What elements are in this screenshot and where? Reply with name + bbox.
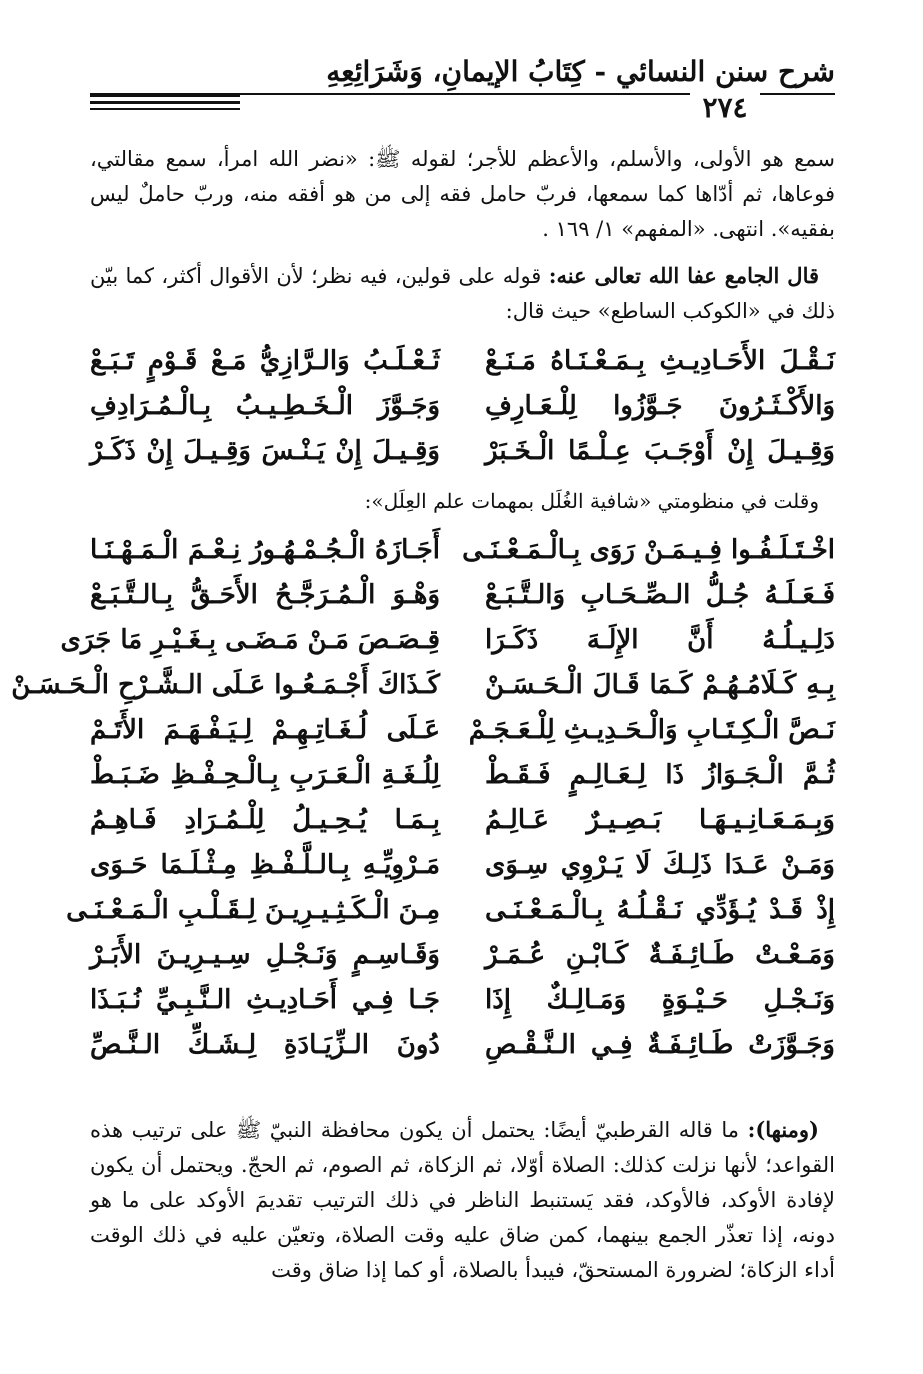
verse-second-hemistich: وَقِـيـلَ إِنْ يَـنْـسَ وَقِـيـلَ إِنْ ذَكَـرْ	[90, 435, 440, 466]
verse-line	[90, 383, 835, 428]
verse-second-hemistich: مَـرْوِيِّـهِ بِـالـلَّـفْـظِ مِـثْـلَـمَا حَـوَى	[90, 849, 440, 880]
verse-line	[60, 617, 835, 662]
verse-line	[90, 932, 835, 977]
verse-second-hemistich: عَـلَى لُـغَـاتِـهِـمْ لِـيَـفْـهَـمَ الأَتَـمْ	[90, 714, 440, 745]
verse-line	[90, 572, 835, 617]
paragraph-poem-intro	[90, 484, 835, 519]
verse-line	[90, 1022, 835, 1067]
paragraph-hadith-quote	[90, 142, 835, 247]
verse-first-hemistich: وَمَـعْـتْ طَـائِـفَـةٌ كَـابْـنِ عُـمَـرْ	[485, 939, 835, 970]
verse-line	[90, 338, 835, 383]
verse-second-hemistich: وَجَـوَّزَ الْـخَـطِـيـبُ بِـالْـمُـرَادِفِ	[90, 390, 440, 421]
paragraph-compiler-note	[90, 258, 835, 329]
verse-first-hemistich: وَالأَكْـثَـرُونَ جَـوَّزُوا لِلْـعَـارِفِ	[485, 390, 835, 421]
qurtubi-note-text: ما قاله القرطبيّ أيضًا: يحتمل أن يكون محافظة النبيّ ﷺ على ترتيب هذه القواعد؛ لأنها نزلت كذلك: الصلاة أوّلا، ثم الزكاة، ثم الصوم، ثم الحجّ. ويحتمل أن يكون لإفادة الأوكد، فالأوكد، فقد يَستنبط الناظر في ذلك الترتيب تقديمَ الأوكد على ما هو دونه، إذا تعذّر الجمع بينهما، كمن ضاق عليه وقت الصلاة، وتعيّن عليه في ذلك الوقت أداء الزكاة؛ لضرورة المستحقّ، فيبدأ بالصلاة، أو كما إذا ضاق وقت	[90, 1118, 835, 1282]
verse-first-hemistich: ثُـمَّ الْـجَـوَازُ ذَا لِـعَـالِـمٍ فَـقَـطْ	[485, 759, 835, 790]
paragraph-text: وقلت في منظومتي «شافية الغُلَل بمهمات علم العِلَل»:	[364, 489, 819, 513]
verse-line	[90, 842, 835, 887]
verse-first-hemistich: فَـعَـلَـهُ جُـلُّ الـصِّـحَـابِ وَالـتَّـبَـعْ	[485, 579, 835, 610]
verse-first-hemistich: وَمَـنْ عَـدَا ذَلِـكَ لَا يَـرْوِي سِـوَى	[485, 849, 835, 880]
verse-second-hemistich: لِلُـغَـةِ الْـعَـرَبِ بِـالْـحِـفْـظِ ضَـبَـطْ	[90, 759, 440, 790]
verse-second-hemistich: وَهْـوَ الْـمُـرَجَّـحُ الأَحَـقُّ بِـالـتَّـبَـعْ	[90, 579, 440, 610]
verse-first-hemistich: وَقِـيـلَ إِنْ أَوْجَـبَ عِـلْـمًا الْـخَـبَرْ	[485, 435, 835, 466]
verse-first-hemistich: وَبِـمَـعَـانِـيـهَـا بَـصِـيـرٌ عَـالِـمُ	[485, 804, 835, 835]
verse-line	[90, 752, 835, 797]
verse-line	[11, 662, 835, 707]
verse-line	[90, 797, 835, 842]
verse-first-hemistich: دَلِـيـلُـهُ أَنَّ الإِلَـهَ ذَكَـرَا	[485, 624, 835, 655]
verse-second-hemistich: مِـنَ الْـكَـثِـيـرِيـنَ لِـقَـلْـبِ الْـمَـعْـنَـى	[66, 894, 440, 925]
verse-second-hemistich: وَقَـاسِـمٍ وَنَـجْـلِ سِـيـرِيـنَ الأَبَـرْ	[90, 939, 440, 970]
verse-second-hemistich: ثَـعْـلَـبُ وَالـرَّازِيُّ مَـعْ قَـوْمٍ تَـبَـعْ	[90, 345, 440, 376]
paragraph-qurtubi-note	[90, 1112, 835, 1288]
verse-second-hemistich: أَجَـازَهُ الْـجُـمْـهُـورُ نِـعْـمَ الْـمَـهْـنَـا	[90, 534, 440, 565]
verse-first-hemistich: بِـهِ كَـلَامُـهُـمْ كَـمَا قَـالَ الْـحَـسَـنْ	[485, 669, 835, 700]
verse-first-hemistich: اخْـتَـلَـفُـوا فِـيـمَـنْ رَوَى بِـالْـمَـعْـنَـى	[462, 534, 835, 565]
poem-shafiyat-al-ghulal	[11, 527, 835, 1067]
verse-first-hemistich: نَـصَّ الْـكِـتَـابِ وَالْـحَـدِيـثِ لِلْـعَـجَـمْ	[468, 714, 835, 745]
verse-second-hemistich: دُونَ الـزِّيَـادَةِ لِـشَـكِّ الـنَّـصِّ	[90, 1029, 440, 1060]
verse-first-hemistich: وَنَـجْـلِ حَـيْـوَةٍ وَمَـالِـكٌ إِذَا	[485, 984, 835, 1015]
verse-second-hemistich: قِـصَـصَ مَـنْ مَـضَـى بِـغَـيْـرِ مَا جَرَى	[60, 624, 440, 655]
page-number: ٢٧٤	[690, 90, 760, 126]
verse-line	[90, 977, 835, 1022]
poem-kawkab-satie	[90, 338, 835, 473]
verse-line	[66, 887, 835, 932]
verse-line	[90, 707, 835, 752]
verse-first-hemistich: إِذْ قَـدْ يُـؤَدِّي نَـقْـلُـهُ بِـالْـمَـعْـنَـى	[485, 894, 835, 925]
verse-line	[90, 428, 835, 473]
verse-first-hemistich: وَجَـوَّزَتْ طَـائِـفَـةٌ فِـي الـنَّـقْـصِ	[485, 1029, 835, 1060]
verse-first-hemistich: نَـقْـلَ الأَحَـادِيـثِ بِـمَـعْـنَـاهُ مَـنَـعْ	[485, 345, 835, 376]
compiler-note-lead: قال الجامع عفا الله تعالى عنه:	[548, 263, 820, 288]
verse-second-hemistich: بِـمَـا يُـحِـيـلُ لِلْـمُـرَادِ فَـاهِـمُ	[90, 804, 440, 835]
running-header-title: شرح سنن النسائي - كِتَابُ الإيمانِ، وَشَرَائِعِهِ	[326, 55, 835, 88]
compiler-note-text: قوله على قولين، فيه نظر؛ لأن الأقوال أكثر، كما بيّن ذلك في «الكوكب الساطع» حيث قال:	[90, 264, 835, 323]
header-ornament-bars	[90, 94, 240, 114]
verse-second-hemistich: جَـا فِـي أَحَـادِيـثِ الـنَّـبِـيِّ نُـبَـذَا	[90, 984, 440, 1015]
paragraph-text: سمع هو الأولى، والأسلم، والأعظم للأجر؛ لقوله ﷺ: «نضر الله امرأ، سمع مقالتي، فوعاها، ثم أدّاها كما سمعها، فربّ حامل فقه إلى من هو أفقه منه، وربّ حاملٌ ليس بفقيه». انتهى. «المفهم» ١/ ١٦٩ .	[90, 147, 835, 241]
verse-line	[90, 527, 835, 572]
qurtubi-note-lead: (ومنها):	[747, 1117, 819, 1142]
verse-second-hemistich: كَـذَاكَ أَجْـمَـعُـوا عَـلَى الـشَّـرْحِ الْـحَـسَـنْ	[11, 669, 440, 700]
